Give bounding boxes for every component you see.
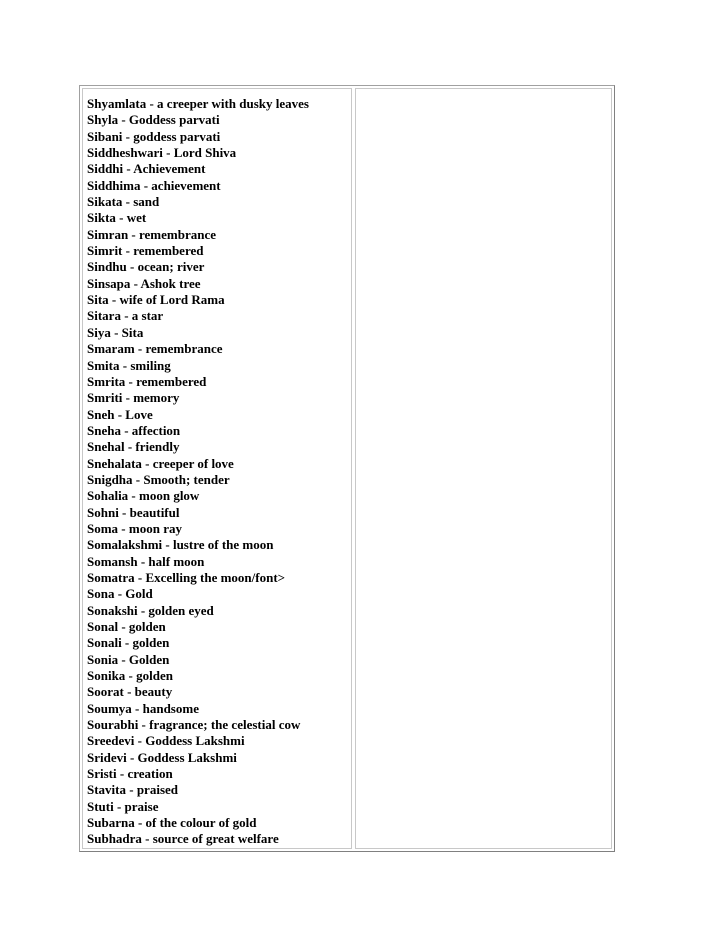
- list-item: Snigdha - Smooth; tender: [87, 471, 230, 487]
- list-item: Sinsapa - Ashok tree: [87, 275, 201, 291]
- list-item: Somansh - half moon: [87, 553, 205, 569]
- empty-cell: [355, 88, 612, 849]
- list-item: Subhadra - source of great welfare: [87, 831, 279, 847]
- list-item: Soumya - handsome: [87, 700, 199, 716]
- list-item: Soorat - beauty: [87, 684, 173, 700]
- list-item: Siya - Sita: [87, 324, 144, 340]
- list-item: Sitara - a star: [87, 308, 164, 324]
- list-item: Snehal - friendly: [87, 439, 180, 455]
- list-item: Sridevi - Goddess Lakshmi: [87, 749, 237, 765]
- list-item: Sona - Gold: [87, 586, 153, 602]
- list-item: Sreedevi - Goddess Lakshmi: [87, 733, 245, 749]
- list-item: Sonika - golden: [87, 668, 173, 684]
- list-item: Sonal - golden: [87, 619, 166, 634]
- list-item: Subarna - of the colour of gold: [87, 815, 257, 831]
- list-item: Sonakshi - golden eyed: [87, 602, 214, 618]
- list-item: Siddhima - achievement: [87, 177, 221, 193]
- list-item: Stavita - praised: [87, 782, 178, 798]
- list-item: Smrita - remembered: [87, 373, 207, 389]
- list-item: Stuti - praise: [87, 798, 159, 814]
- list-item: Sibani - goddess parvati: [87, 128, 221, 144]
- names-cell: [82, 88, 352, 849]
- list-item: Sristi - creation: [87, 766, 173, 782]
- names-list: [87, 96, 309, 848]
- list-item: Siddhi - Achievement: [87, 161, 206, 177]
- list-item: Smita - smiling: [87, 357, 171, 373]
- list-item: Sikata - sand: [87, 194, 160, 210]
- list-item: Sohni - beautiful: [87, 504, 180, 520]
- list-item: Smriti - memory: [87, 390, 180, 406]
- list-item: Sohalia - moon glow: [87, 488, 200, 504]
- names-table: [79, 85, 615, 852]
- list-item: Sourabhi - fragrance; the celestial cow: [87, 717, 301, 733]
- list-item: Soma - moon ray: [87, 520, 182, 536]
- list-item: Sita - wife of Lord Rama: [87, 292, 225, 308]
- list-item: Shyamlata - a creeper with dusky leaves: [87, 96, 309, 111]
- list-item: Sneha - affection: [87, 422, 181, 438]
- list-item: Simrit - remembered: [87, 243, 204, 259]
- list-item: Somatra - Excelling the moon/font>: [87, 569, 286, 585]
- list-item: Smaram - remembrance: [87, 341, 223, 357]
- list-item: Siddheshwari - Lord Shiva: [87, 145, 237, 161]
- list-item: Sindhu - ocean; river: [87, 259, 205, 275]
- list-item: Sneh - Love: [87, 406, 153, 422]
- list-item: Sonali - golden: [87, 635, 170, 651]
- list-item: Sikta - wet: [87, 210, 147, 226]
- list-item: Somalakshmi - lustre of the moon: [87, 537, 274, 553]
- list-item: Sonia - Golden: [87, 651, 170, 667]
- list-item: Snehalata - creeper of love: [87, 455, 234, 471]
- list-item: Shyla - Goddess parvati: [87, 112, 220, 128]
- list-item: Simran - remembrance: [87, 226, 217, 242]
